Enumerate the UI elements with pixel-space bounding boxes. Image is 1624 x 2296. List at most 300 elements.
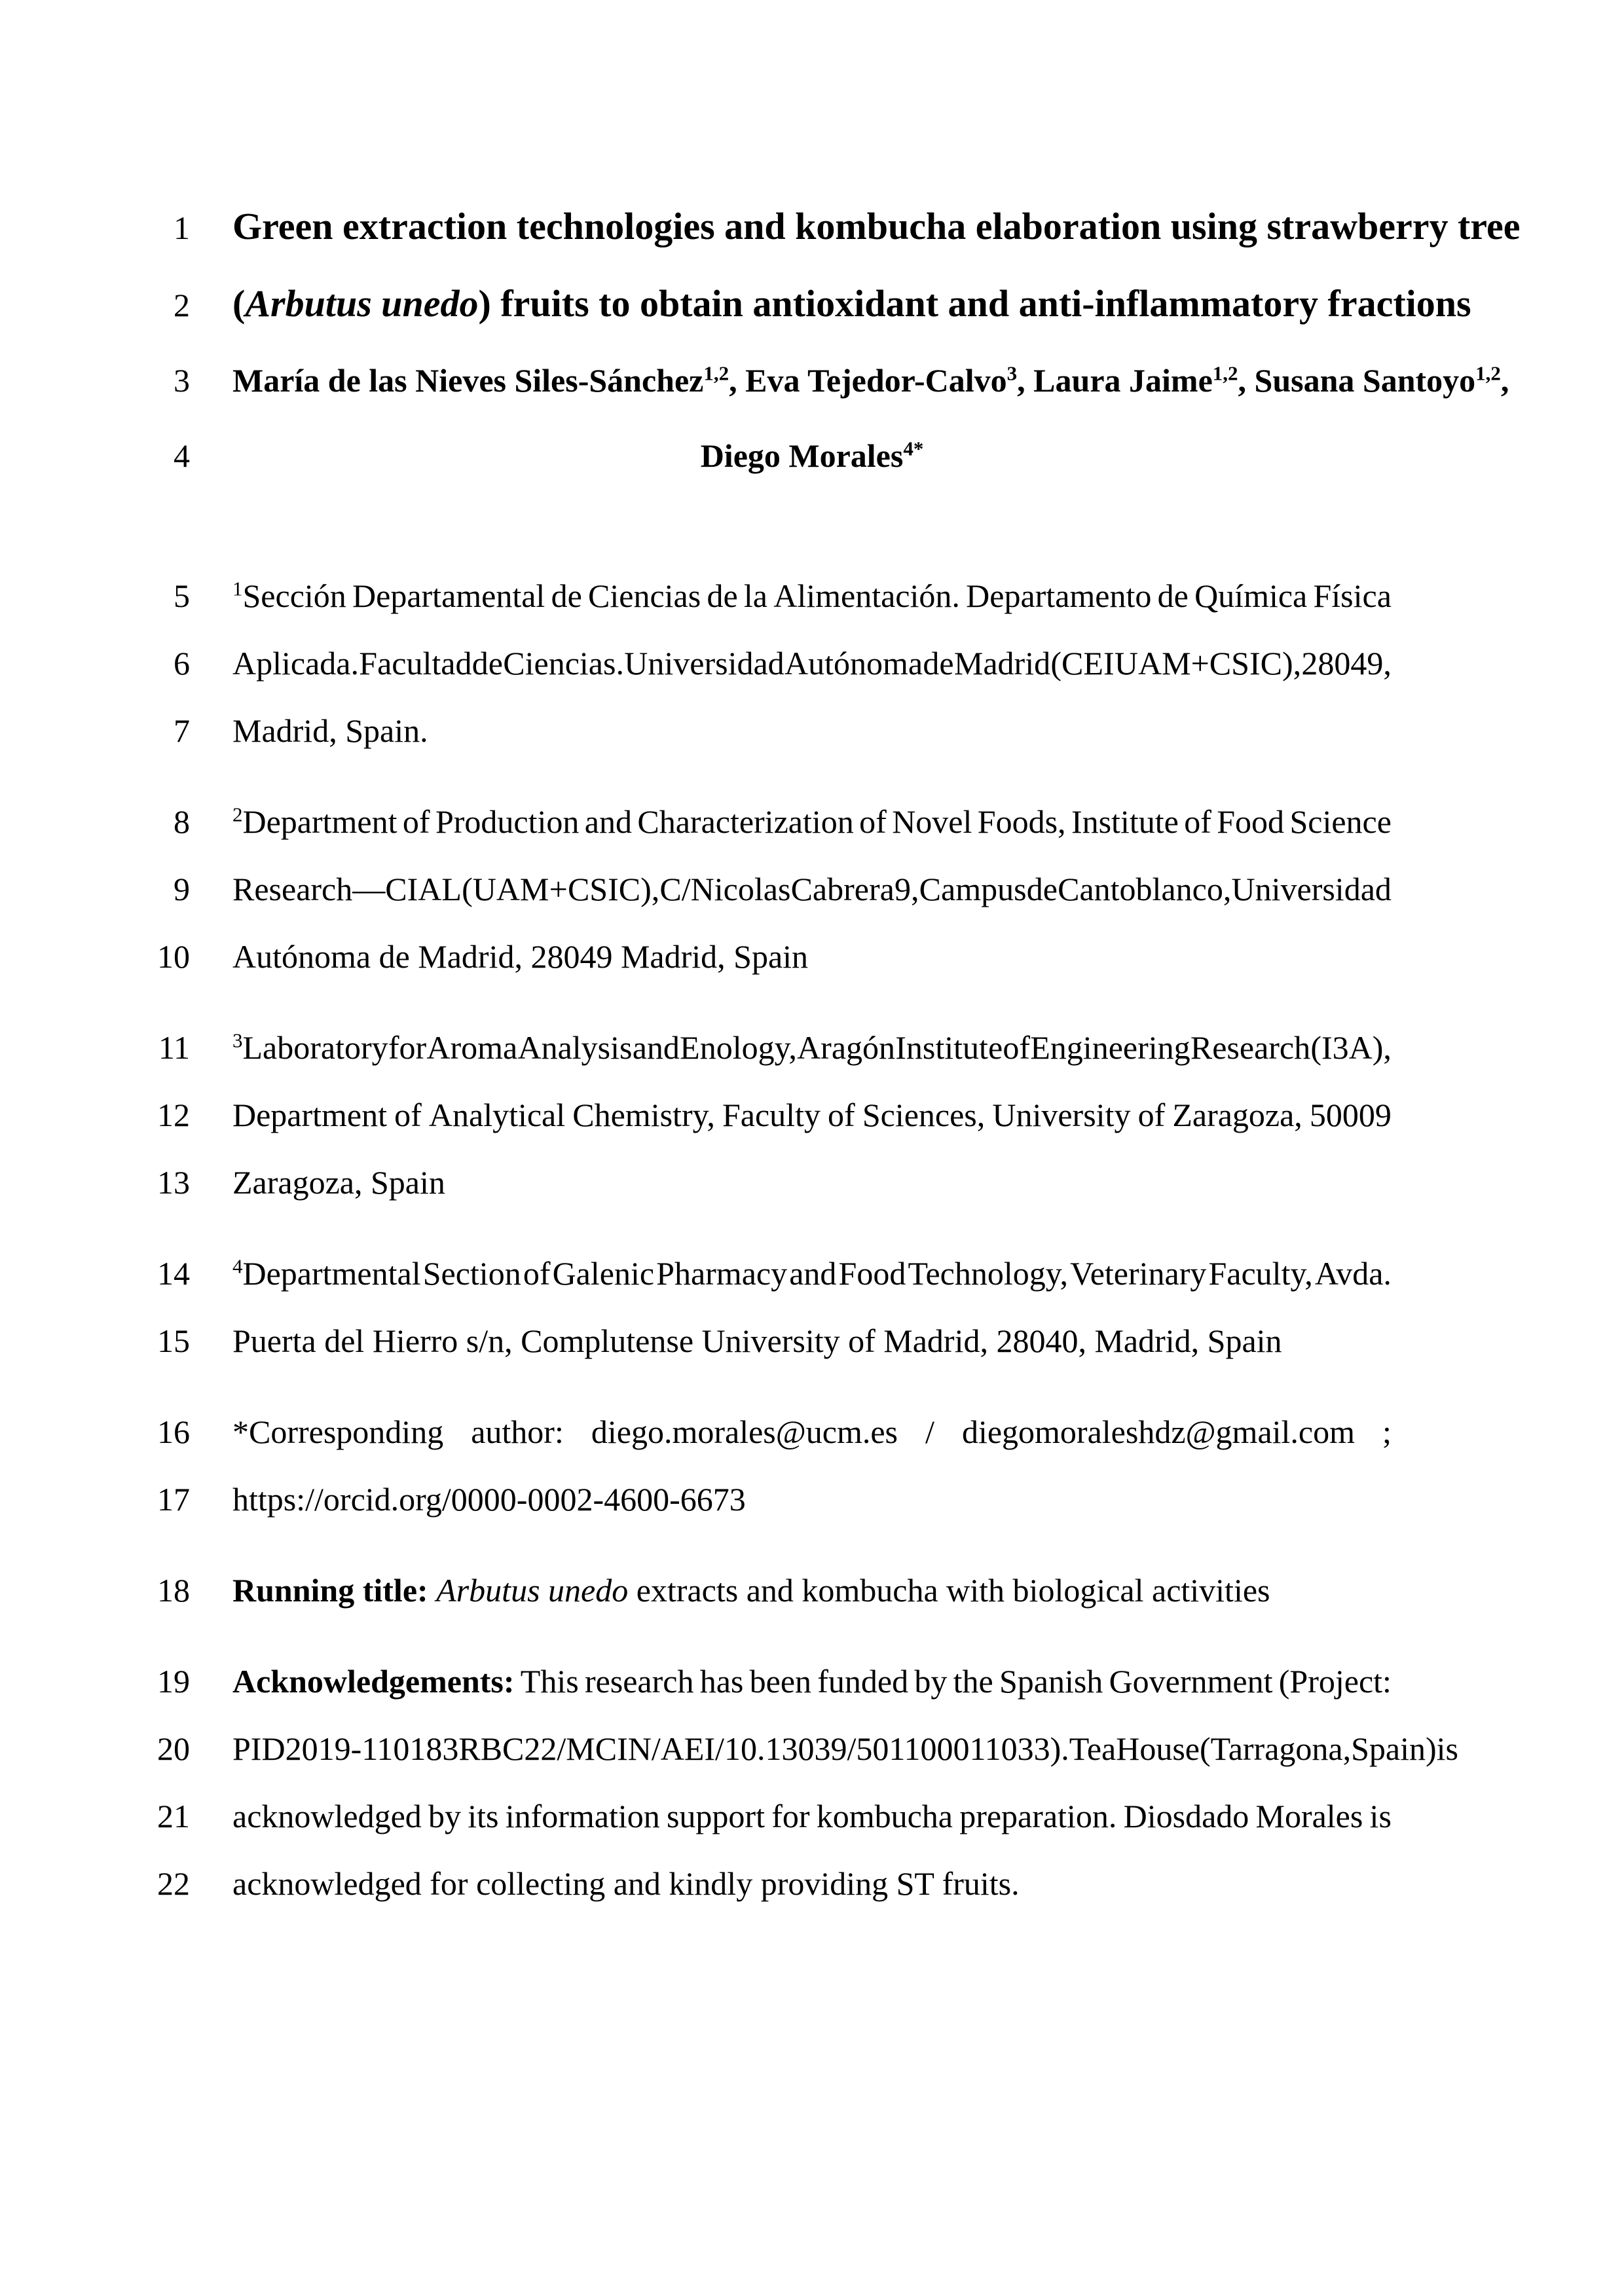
word — [1050, 630, 1114, 697]
line-text — [232, 1783, 1392, 1850]
word — [394, 1082, 422, 1149]
manuscript-line — [0, 189, 1624, 266]
word — [503, 630, 624, 697]
line-text — [232, 1715, 1458, 1783]
text-segment: for — [771, 1798, 810, 1834]
text-segment: *Corresponding — [232, 1413, 444, 1450]
word — [426, 1014, 517, 1082]
line-text — [232, 1398, 1392, 1466]
manuscript-line — [0, 630, 1624, 697]
line-number: 18 — [157, 1572, 190, 1609]
word — [1208, 1240, 1312, 1307]
word — [1200, 1715, 1351, 1783]
text-segment: (I3A), — [1310, 1029, 1392, 1066]
text-segment: Tea — [1069, 1730, 1116, 1767]
text-segment: Zaragoza, — [1172, 1097, 1302, 1133]
word — [892, 788, 972, 856]
word — [1310, 1082, 1392, 1149]
word — [895, 856, 919, 923]
text-segment: Diosdado — [1123, 1798, 1249, 1834]
word — [568, 856, 659, 923]
superscript-text: 4 — [232, 1254, 243, 1278]
word — [722, 1082, 821, 1149]
text-segment: Research—CIAL — [232, 871, 462, 907]
line-number: 13 — [157, 1164, 190, 1201]
text-segment: House — [1116, 1730, 1200, 1767]
text-segment: https://orcid.org/0000-0002-4600-6673 — [232, 1481, 746, 1518]
line-number: 21 — [157, 1798, 190, 1834]
line-number: 12 — [157, 1097, 190, 1133]
text-segment: preparation. — [959, 1798, 1117, 1834]
word — [1069, 1715, 1116, 1783]
word — [839, 1240, 906, 1307]
superscript-text: 4* — [903, 437, 924, 460]
text-segment: Ciencias — [588, 577, 701, 614]
text-segment: Departmental — [242, 1255, 421, 1292]
text-segment: by — [914, 1663, 948, 1700]
text-segment: Diego Morales — [700, 437, 904, 474]
text-segment: Faculty — [722, 1097, 821, 1133]
manuscript-line — [0, 343, 1624, 418]
text-segment: C/Nicolas — [659, 871, 791, 907]
text-segment: the — [953, 1663, 993, 1700]
manuscript-line — [0, 562, 1624, 630]
text-segment: Avda. — [1314, 1255, 1392, 1292]
text-segment: Institute — [1071, 803, 1179, 840]
text-segment: Science — [1289, 803, 1392, 840]
text-segment: Faculty, — [1208, 1255, 1313, 1292]
text-segment: de — [471, 645, 503, 682]
text-segment: Madrid — [953, 645, 1051, 682]
word — [773, 562, 960, 630]
line-text — [232, 343, 1509, 418]
word — [232, 1398, 443, 1466]
line-number: 20 — [157, 1730, 190, 1767]
word — [656, 1240, 787, 1307]
word — [999, 1648, 1103, 1715]
word — [232, 630, 359, 697]
line-text — [232, 1149, 1392, 1216]
superscript-text: 2 — [232, 803, 243, 826]
word — [700, 1648, 744, 1715]
line-text — [232, 1082, 1392, 1149]
word — [359, 630, 471, 697]
word — [1027, 856, 1058, 923]
text-segment: Food — [1217, 803, 1285, 840]
manuscript-line — [0, 923, 1624, 991]
word — [1217, 788, 1284, 856]
text-segment: Laboratory — [242, 1029, 388, 1066]
word — [962, 1398, 1355, 1466]
text-segment: and — [632, 1029, 680, 1066]
word — [1315, 1240, 1392, 1307]
manuscript-line — [0, 856, 1624, 923]
line-number: 10 — [157, 938, 190, 975]
line-number: 15 — [157, 1322, 190, 1359]
word — [521, 1648, 579, 1715]
word — [959, 1783, 1116, 1850]
word — [817, 1648, 908, 1715]
text-segment: is — [1436, 1730, 1458, 1767]
line-text — [232, 1850, 1392, 1918]
text-segment: de — [1157, 577, 1189, 614]
word — [992, 1082, 1130, 1149]
manuscript-line — [0, 1014, 1624, 1082]
word — [1115, 630, 1301, 697]
line-number: 2 — [174, 287, 190, 323]
word — [471, 1398, 564, 1466]
word — [232, 1082, 387, 1149]
word — [923, 630, 953, 697]
line-text — [232, 788, 1392, 856]
word — [423, 1240, 521, 1307]
line-text — [232, 1557, 1392, 1624]
word — [551, 562, 582, 630]
text-segment: of — [1184, 803, 1211, 840]
word — [1437, 1715, 1458, 1783]
superscript-text: 3 — [232, 1029, 243, 1052]
text-segment: Aroma — [426, 1029, 518, 1066]
word — [1124, 1783, 1249, 1850]
word — [1184, 788, 1211, 856]
text-segment: Sección — [242, 577, 346, 614]
text-segment: Departamental — [352, 577, 545, 614]
word — [637, 788, 853, 856]
text-segment: ) fruits to obtain antioxidant and anti-inflammatory fractions — [478, 282, 1471, 325]
word — [859, 788, 887, 856]
text-segment: diegomoraleshdz@gmail.com — [961, 1413, 1356, 1450]
text-segment: Research — [1190, 1029, 1311, 1066]
text-segment: information — [505, 1798, 660, 1834]
line-number: 14 — [157, 1255, 190, 1292]
word — [523, 1240, 551, 1307]
word — [388, 1014, 426, 1082]
text-segment: Universidad — [1231, 871, 1392, 907]
word — [862, 1082, 985, 1149]
text-segment: Green extraction technologies and kombucha elaboration using strawberry tree — [232, 205, 1521, 247]
word — [1190, 1014, 1310, 1082]
word — [895, 1014, 1003, 1082]
text-segment: ; — [1382, 1413, 1392, 1450]
text-segment: Alimentación. — [773, 577, 960, 614]
text-segment: 50009 — [1309, 1097, 1392, 1133]
text-segment: been — [749, 1663, 812, 1700]
text-segment: , Eva Tejedor-Calvo — [729, 362, 1007, 399]
text-segment: for — [388, 1029, 427, 1066]
text-segment: Foods, — [977, 803, 1066, 840]
text-segment: author: — [471, 1413, 564, 1450]
manuscript-line — [0, 418, 1624, 494]
superscript-text: 3 — [1006, 361, 1018, 385]
text-segment: Spanish — [999, 1663, 1103, 1700]
line-text — [232, 697, 1392, 765]
word — [954, 630, 1050, 697]
word — [828, 1082, 855, 1149]
line-number: 7 — [174, 712, 190, 749]
word — [403, 788, 430, 856]
text-segment: CSIC), — [567, 871, 660, 907]
word — [429, 1082, 565, 1149]
word — [1289, 788, 1391, 856]
word — [468, 1783, 498, 1850]
text-segment: acknowledged — [232, 1798, 422, 1834]
word — [1071, 788, 1179, 856]
text-segment: of — [828, 1097, 855, 1133]
text-segment: Aplicada. — [232, 645, 359, 682]
word — [1194, 562, 1307, 630]
word — [506, 1783, 660, 1850]
line-number: 19 — [157, 1663, 190, 1700]
word — [1172, 1082, 1302, 1149]
text-segment: Universidad — [624, 645, 784, 682]
manuscript-line — [0, 1850, 1624, 1918]
superscript-text: 1 — [232, 577, 243, 600]
manuscript-line — [0, 1466, 1624, 1533]
manuscript-line — [0, 697, 1624, 765]
word — [1109, 1648, 1273, 1715]
word — [966, 562, 1151, 630]
text-segment: PID2019-110183RBC22/MCIN/AEI/10.13039/501100011033). — [232, 1730, 1069, 1767]
line-text — [232, 189, 1521, 264]
word — [1310, 1014, 1392, 1082]
text-segment: This — [520, 1663, 579, 1700]
word — [1382, 1398, 1392, 1466]
text-segment: Ciencias. — [503, 645, 624, 682]
manuscript-line — [0, 1149, 1624, 1216]
text-segment: , — [1500, 362, 1509, 399]
text-segment: University — [992, 1097, 1131, 1133]
superscript-text: 1,2 — [703, 361, 729, 385]
word — [908, 1240, 1068, 1307]
word — [1138, 1082, 1166, 1149]
text-segment: , Susana Santoyo — [1238, 362, 1476, 399]
word — [1030, 1014, 1190, 1082]
word — [978, 788, 1066, 856]
word — [744, 562, 767, 630]
word — [1255, 1783, 1363, 1850]
text-segment: has — [699, 1663, 744, 1700]
word — [1232, 856, 1392, 923]
text-segment: Facultad — [359, 645, 472, 682]
manuscript-line — [0, 788, 1624, 856]
text-segment: UAM+CSIC), — [1114, 645, 1302, 682]
text-segment: by — [428, 1798, 461, 1834]
word — [591, 1398, 898, 1466]
text-segment: / — [925, 1413, 934, 1450]
text-segment: of — [394, 1097, 422, 1133]
text-segment: Novel — [892, 803, 972, 840]
word — [1058, 856, 1231, 923]
text-segment: Arbutus unedo — [436, 1572, 629, 1609]
text-segment: Analysis — [517, 1029, 633, 1066]
word — [925, 1398, 934, 1466]
text-segment: of — [523, 1255, 551, 1292]
line-text — [232, 562, 1392, 630]
line-number: 17 — [157, 1481, 190, 1518]
text-segment: de — [923, 645, 954, 682]
word — [232, 1783, 422, 1850]
word — [789, 1240, 836, 1307]
text-segment: de — [707, 577, 738, 614]
word — [549, 856, 568, 923]
text-segment: Production — [435, 803, 580, 840]
text-segment: of — [859, 803, 887, 840]
word — [428, 1783, 461, 1850]
word — [771, 1783, 809, 1850]
text-segment: Galenic — [552, 1255, 655, 1292]
word — [797, 1014, 895, 1082]
text-segment: (UAM — [462, 871, 549, 907]
text-segment: Veterinary — [1070, 1255, 1207, 1292]
text-segment: Autónoma de Madrid, 28049 Madrid, Spain — [232, 938, 809, 975]
word — [659, 856, 790, 923]
word — [680, 1014, 797, 1082]
word — [232, 856, 462, 923]
word — [572, 1082, 715, 1149]
line-text — [232, 630, 1392, 697]
word — [585, 788, 632, 856]
line-text — [232, 1240, 1392, 1307]
text-segment: ( — [232, 282, 246, 325]
text-segment: funded — [817, 1663, 909, 1700]
text-segment: of — [402, 803, 430, 840]
text-segment: , Laura Jaime — [1017, 362, 1213, 399]
word — [232, 1014, 388, 1082]
text-segment: Madrid, Spain. — [232, 712, 428, 749]
text-segment: Spain) — [1351, 1730, 1437, 1767]
text-segment: Technology, — [908, 1255, 1069, 1292]
text-segment: Química — [1194, 577, 1308, 614]
manuscript-line — [0, 1648, 1624, 1715]
word — [585, 1648, 694, 1715]
text-segment: Section — [422, 1255, 521, 1292]
text-segment: Running title: — [232, 1572, 437, 1609]
word — [919, 856, 1027, 923]
text-segment: Analytical — [428, 1097, 566, 1133]
text-segment: + — [549, 871, 568, 907]
word — [472, 630, 503, 697]
word — [435, 788, 579, 856]
text-segment: Chemistry, — [572, 1097, 715, 1133]
word — [352, 562, 545, 630]
text-segment: Institute — [895, 1029, 1003, 1066]
text-segment: Aragón — [797, 1029, 896, 1066]
text-segment: Characterization — [637, 803, 854, 840]
word — [914, 1648, 947, 1715]
text-segment: its — [468, 1798, 499, 1834]
text-segment: Cantoblanco, — [1058, 871, 1232, 907]
text-segment: (CEI — [1050, 645, 1115, 682]
word — [1313, 562, 1391, 630]
word — [707, 562, 737, 630]
text-segment: and — [584, 803, 632, 840]
line-number: 11 — [158, 1029, 190, 1066]
text-segment: extracts and kombucha with biological activities — [628, 1572, 1270, 1609]
word — [817, 1783, 953, 1850]
line-number: 16 — [157, 1413, 190, 1450]
text-segment: is — [1369, 1798, 1392, 1834]
text-segment: la — [743, 577, 767, 614]
text-segment: and — [789, 1255, 837, 1292]
text-segment: Sciences, — [862, 1097, 986, 1133]
text-segment: Física — [1313, 577, 1392, 614]
word — [232, 788, 397, 856]
line-number: 4 — [174, 437, 190, 474]
text-segment: Arbutus unedo — [245, 282, 479, 325]
line-number: 8 — [174, 803, 190, 840]
text-segment: of — [1003, 1029, 1031, 1066]
word — [553, 1240, 654, 1307]
word — [462, 856, 549, 923]
manuscript-line — [0, 1082, 1624, 1149]
text-segment: de — [1026, 871, 1058, 907]
line-text — [232, 856, 1392, 923]
word — [784, 630, 923, 697]
word — [232, 562, 346, 630]
word — [1279, 1648, 1392, 1715]
text-segment: Morales — [1255, 1798, 1363, 1834]
text-segment: Cabrera — [790, 871, 895, 907]
line-text — [232, 266, 1471, 341]
text-segment: Puerta del Hierro s/n, Complutense University of Madrid, 28040, Madrid, Spain — [232, 1322, 1282, 1359]
word — [1158, 562, 1189, 630]
text-segment: Pharmacy — [656, 1255, 788, 1292]
line-number: 6 — [174, 645, 190, 682]
text-segment: María de las Nieves Siles-Sánchez — [232, 362, 704, 399]
word — [232, 1648, 515, 1715]
text-segment: (Tarragona, — [1200, 1730, 1352, 1767]
word — [624, 630, 784, 697]
line-text — [232, 923, 1392, 991]
text-segment: Zaragoza, Spain — [232, 1164, 445, 1201]
text-segment: Departamento — [966, 577, 1152, 614]
word — [1003, 1014, 1030, 1082]
word — [232, 1715, 1069, 1783]
line-number: 5 — [174, 577, 190, 614]
word — [953, 1648, 993, 1715]
line-number: 1 — [174, 210, 190, 246]
manuscript-line — [0, 1715, 1624, 1783]
text-segment: of — [1137, 1097, 1166, 1133]
word — [1301, 630, 1392, 697]
manuscript-line — [0, 1783, 1624, 1850]
line-text — [232, 1466, 1392, 1533]
text-segment: acknowledged for collecting and kindly providing ST fruits. — [232, 1865, 1020, 1902]
text-segment: Enology, — [680, 1029, 797, 1066]
text-segment: Campus — [919, 871, 1027, 907]
text-segment: diego.morales@ucm.es — [591, 1413, 898, 1450]
line-text — [232, 1648, 1392, 1715]
line-text — [232, 1307, 1392, 1375]
line-number: 9 — [174, 871, 190, 907]
word — [1070, 1240, 1206, 1307]
text-segment: Government — [1109, 1663, 1273, 1700]
text-segment: kombucha — [816, 1798, 953, 1834]
text-segment: 28049, — [1301, 645, 1392, 682]
word — [750, 1648, 811, 1715]
text-segment: Acknowledgements: — [232, 1663, 515, 1700]
word — [633, 1014, 680, 1082]
word — [588, 562, 701, 630]
text-segment: research — [584, 1663, 694, 1700]
word — [1351, 1715, 1437, 1783]
text-segment: 9, — [894, 871, 919, 907]
word — [517, 1014, 632, 1082]
text-segment: Department — [232, 1097, 388, 1133]
line-number: 22 — [157, 1865, 190, 1902]
text-segment: Autónoma — [784, 645, 923, 682]
superscript-text: 1,2 — [1212, 361, 1238, 385]
